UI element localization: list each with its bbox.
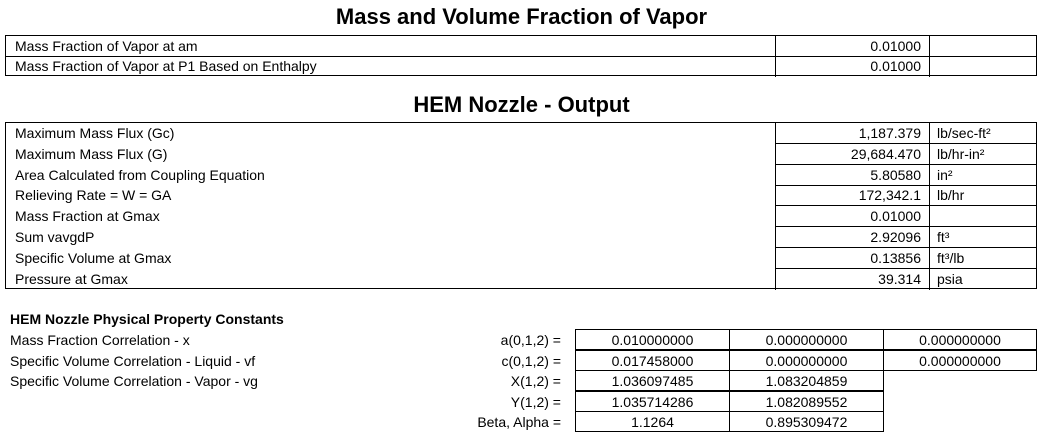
row-value: 29,684.470 (775, 144, 930, 165)
row-value: 0.13856 (775, 248, 930, 269)
row-unit (930, 56, 1036, 77)
constant-cell: 1.035714286 (575, 391, 730, 412)
constant-cell: 1.083204859 (729, 370, 884, 391)
row-label: Mass Fraction of Vapor at P1 Based on Enthalpy (15, 58, 317, 74)
row-unit: in² (930, 165, 1036, 186)
param-label: c(0,1,2) = (501, 352, 561, 369)
constant-cell: 1.036097485 (575, 370, 730, 391)
constant-cell: 0.000000000 (883, 350, 1037, 371)
section-title-hem-output: HEM Nozzle - Output (413, 92, 630, 117)
row-value: 0.01000 (775, 36, 930, 57)
row-value: 39.314 (775, 269, 930, 290)
param-label: a(0,1,2) = (500, 332, 561, 348)
row-unit (930, 206, 1036, 227)
constant-cell: 0.017458000 (575, 350, 730, 371)
row-label: Specific Volume at Gmax (15, 249, 172, 266)
row-label: Specific Volume Correlation - Vapor - vg (10, 373, 258, 390)
row-value: 1,187.379 (775, 123, 930, 144)
row-label: Maximum Mass Flux (Gc) (15, 125, 175, 141)
row-label: Relieving Rate = W = GA (15, 187, 172, 204)
row-unit (930, 36, 1036, 57)
section-title-vapor-fraction: Mass and Volume Fraction of Vapor (335, 4, 708, 29)
param-label: Y(1,2) = (510, 393, 561, 410)
constant-cell: 0.000000000 (729, 350, 884, 371)
row-label: Pressure at Gmax (15, 270, 128, 287)
row-label: Mass Fraction at Gmax (15, 208, 160, 225)
constant-cell: 1.1264 (575, 411, 730, 432)
row-unit: psia (937, 270, 963, 287)
constant-cell: 0.010000000 (575, 329, 730, 350)
param-label: Beta, Alpha = (477, 414, 561, 431)
row-unit: ft³/lb (930, 248, 1036, 269)
constant-cell: 0.000000000 (883, 329, 1037, 350)
row-value: 0.01000 (775, 206, 930, 227)
row-unit: lb/sec-ft² (930, 123, 1036, 144)
row-label: Maximum Mass Flux (G) (15, 145, 168, 162)
row-label: Specific Volume Correlation - Liquid - vf (10, 352, 256, 369)
constant-cell: 0.000000000 (729, 329, 884, 350)
constant-cell: 0.895309472 (729, 411, 884, 432)
row-value: 0.01000 (775, 56, 930, 77)
row-label: Area Calculated from Coupling Equation (15, 166, 265, 183)
row-label: Sum vavgdP (15, 229, 95, 245)
param-label: X(1,2) = (510, 373, 561, 390)
constants-header: HEM Nozzle Physical Property Constants (10, 311, 284, 327)
row-unit: lb/hr (930, 185, 1036, 206)
row-unit: lb/hr-in² (930, 144, 1036, 165)
vapor-fraction-table (5, 35, 1037, 76)
hem-output-table (5, 122, 1037, 289)
row-unit: ft³ (930, 227, 1036, 248)
constant-cell: 1.082089552 (729, 391, 884, 412)
row-label: Mass Fraction Correlation - x (10, 332, 190, 348)
row-value: 2.92096 (775, 227, 930, 248)
row-value: 172,342.1 (775, 185, 930, 206)
row-label: Mass Fraction of Vapor at am (6, 36, 775, 57)
row-value: 5.80580 (775, 165, 930, 186)
